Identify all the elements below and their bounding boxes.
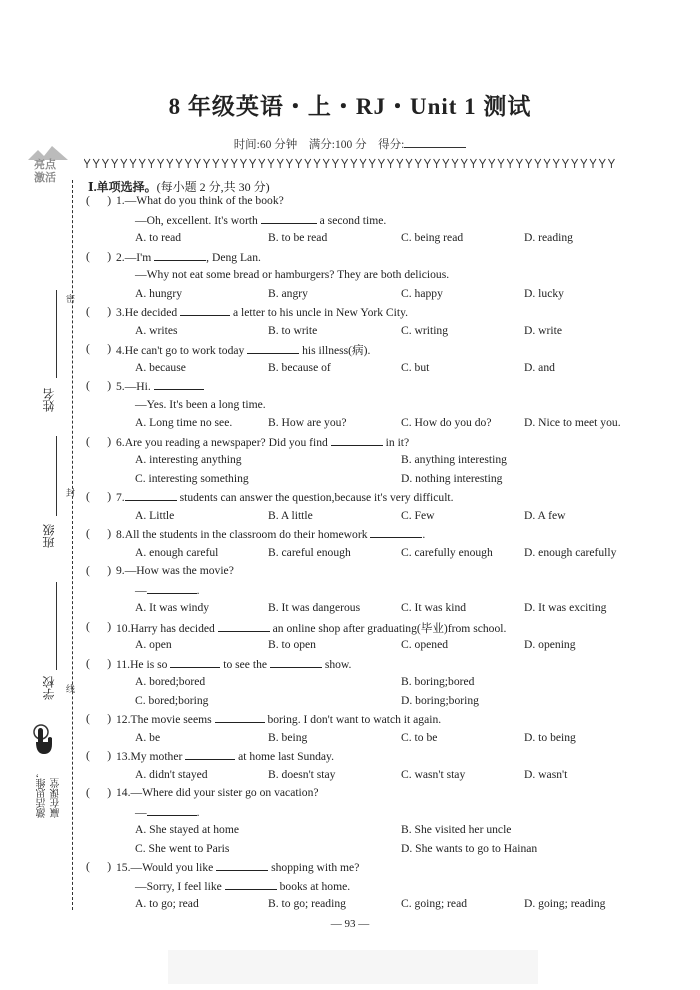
question-number: 8. [116,528,125,541]
border-mark [213,159,219,168]
stem-text: boring. I don't want to watch it again. [264,713,442,726]
side-slogan [36,768,64,818]
answer-bracket[interactable]: ( ) [86,712,112,725]
stem-text: The movie seems [130,713,215,726]
stem-text: — [135,583,147,597]
question-stem [116,342,370,358]
answer-blank[interactable] [185,749,235,760]
border-mark [112,159,118,168]
border-mark [369,159,375,168]
option-d[interactable]: D. A few [524,508,566,522]
option-c[interactable]: C. but [401,360,430,374]
stem-text: —Would you like [130,861,217,874]
option-b[interactable]: B. It was dangerous [268,601,361,614]
option-a[interactable]: A. She stayed at home [135,823,239,836]
question-stem [116,749,334,763]
border-mark [498,159,504,168]
answer-bracket[interactable]: ( ) [86,749,112,762]
border-mark [406,159,412,168]
question-stem [116,194,284,207]
border-mark [397,159,403,168]
option-b[interactable]: B. boring;bored [401,675,475,688]
option-b[interactable]: B. doesn't stay [268,767,336,781]
border-mark [516,159,522,168]
option-a[interactable]: A. be [135,730,161,744]
stem-text: He is so [130,657,171,671]
stem-text: All the students in the classroom do their homework [124,528,371,541]
border-mark [158,159,164,168]
option-d[interactable]: D. wasn't [524,767,568,781]
answer-bracket[interactable]: ( ) [86,619,112,633]
stem-text: a letter to his uncle in New York City. [230,306,409,319]
answer-blank[interactable] [225,879,277,890]
option-c[interactable]: C. carefully enough [401,545,493,559]
stem-text: . [422,528,426,541]
question-stem [116,786,319,799]
border-mark [507,159,513,168]
name-label: 姓名 [42,388,56,412]
border-mark [102,159,108,168]
border-mark [314,159,320,168]
answer-bracket[interactable]: ( ) [86,564,112,577]
option-d[interactable]: D. enough carefully [524,545,617,559]
option-c[interactable]: C. happy [401,286,443,300]
stem-text: , Deng Lan. [206,250,261,264]
option-d[interactable]: D. reading [524,231,573,244]
stem-text: . [196,583,200,597]
option-b[interactable]: B. to write [268,323,318,337]
option-c[interactable]: C. How do you do? [401,416,492,429]
stem-text: —Oh, excellent. It's worth [135,213,261,227]
answer-blank[interactable] [147,583,197,594]
option-d[interactable]: D. opening [524,638,576,651]
stem-text: Are you reading a newspaper? Did you find [124,435,331,449]
border-mark [323,159,329,168]
border-mark [581,159,587,168]
score-label: 满分:100 分 [308,139,367,151]
stem-text: show. [321,657,352,671]
question-stem-cont [135,398,266,411]
option-b[interactable]: B. A little [268,508,313,522]
option-d[interactable]: D. nothing interesting [401,471,503,485]
option-c[interactable]: C. Few [401,508,435,522]
stem-text: —I'm [124,250,155,264]
option-b[interactable]: B. because of [268,360,331,374]
option-a[interactable]: A. to read [135,231,182,244]
stem-text: — [135,805,147,819]
answer-blank[interactable] [218,621,270,632]
answer-blank[interactable] [370,527,422,538]
border-mark [342,159,348,168]
hand-pointer-icon [32,724,56,756]
option-c[interactable]: C. wasn't stay [401,767,466,781]
border-mark [167,159,173,168]
option-c[interactable]: C. going; read [401,897,468,910]
stem-text: an online shop after graduating(毕业)from school. [269,621,507,635]
border-mark [572,159,578,168]
option-b[interactable]: B. to go; reading [268,897,346,910]
answer-bracket[interactable]: ( ) [86,342,112,355]
section-label: Ⅰ.单项选择。 [88,180,157,194]
option-a[interactable]: A. Little [135,508,175,522]
option-b[interactable]: B. How are you? [268,416,347,429]
answer-blank[interactable] [147,805,197,816]
border-mark [296,159,302,168]
seal-mark-feng: 封 [66,488,76,498]
stem-text: —What do you think of the book? [124,194,284,207]
option-d[interactable]: D. going; reading [524,897,606,910]
question-stem-cont [135,879,350,893]
question-number: 3. [116,306,125,319]
option-d[interactable]: D. write [524,323,562,337]
seal-dashed-line [72,180,73,910]
border-mark [93,159,99,168]
slogan-line-2: 赢在课堂 [51,778,62,818]
border-mark [204,159,210,168]
logo-text-2: 激活 [34,171,56,184]
answer-blank[interactable] [261,213,317,224]
answer-bracket[interactable]: ( ) [86,434,112,448]
border-mark [378,159,384,168]
border-mark [489,159,495,168]
border-mark [415,159,421,168]
answer-bracket[interactable]: ( ) [86,786,112,799]
border-mark [250,159,256,168]
border-mark [424,159,430,168]
score-blank[interactable] [404,137,466,148]
option-b[interactable]: B. to be read [268,231,328,244]
name-write-line [56,290,57,378]
page-number: — 93 — [330,918,370,930]
option-b[interactable]: B. being [268,730,308,744]
question-stem [116,250,261,264]
answer-blank[interactable] [270,657,322,668]
answer-blank[interactable] [247,343,299,354]
stem-text: Harry has decided [130,621,218,635]
option-c[interactable]: C. writing [401,323,449,337]
question-stem-cont [135,805,200,819]
answer-blank[interactable] [180,305,230,316]
border-mark [443,159,449,168]
stem-text: a second time. [316,213,387,227]
border-mark [185,159,191,168]
stem-text: . [196,805,200,819]
question-stem-cont [135,268,449,281]
option-c[interactable]: C. opened [401,638,449,651]
question-stem [116,379,204,393]
border-mark [176,159,182,168]
option-d[interactable]: D. to being [524,730,576,744]
question-number: 11. [116,657,131,671]
option-d[interactable]: D. boring;boring [401,693,479,707]
decorative-border [84,156,616,170]
border-mark [286,159,292,168]
option-a[interactable]: A. interesting anything [135,453,242,466]
time-label: 时间:60 分钟 [233,139,298,151]
stem-text: —Why not eat some bread or hamburgers? They are both delicious. [135,268,450,281]
option-a[interactable]: A. hungry [135,286,183,300]
border-mark [480,159,486,168]
option-d[interactable]: D. lucky [524,286,564,300]
border-mark [268,159,274,168]
question-stem [116,620,506,636]
school-label: 学校 [42,676,56,700]
question-number: 15. [116,861,131,874]
stem-text: —Sorry, I feel like [135,879,225,893]
answer-blank[interactable] [170,657,220,668]
border-mark [562,159,568,168]
answer-bracket[interactable]: ( ) [86,305,112,318]
border-mark [277,159,283,168]
stem-text: —Where did your sister go on vacation? [130,786,319,799]
answer-blank[interactable] [331,435,383,446]
option-a[interactable]: A. bored;bored [135,675,206,688]
border-mark [434,159,440,168]
border-mark [544,159,550,168]
question-stem [116,564,234,577]
got-score-label: 得分: [378,139,405,151]
slogan-line-1: 激活思维， [37,768,48,818]
stem-text: —Hi. [124,380,154,393]
answer-bracket[interactable]: ( ) [86,379,112,392]
border-mark [535,159,541,168]
border-mark [452,159,458,168]
question-number: 7. [116,491,125,504]
option-b[interactable]: B. anything interesting [401,453,507,466]
question-stem [116,527,425,541]
school-write-line [56,582,57,670]
answer-blank[interactable] [216,860,268,871]
border-mark [139,159,145,168]
stem-text: shopping with me? [268,861,360,874]
border-mark [553,159,559,168]
answer-bracket[interactable]: ( ) [86,527,112,540]
option-c[interactable]: C. being read [401,231,464,244]
border-mark [388,159,394,168]
stem-text: —How was the movie? [124,564,234,577]
border-mark [590,159,596,168]
option-b[interactable]: B. careful enough [268,545,351,559]
option-d[interactable]: D. Nice to meet you. [524,416,621,429]
border-mark [526,159,532,168]
option-b[interactable]: B. to open [268,638,316,651]
option-a[interactable]: A. writes [135,323,178,337]
answer-bracket[interactable]: ( ) [86,249,112,263]
border-mark [148,159,154,168]
border-mark [240,159,246,168]
question-number: 12. [116,713,131,726]
question-number: 2. [116,250,125,264]
option-a[interactable]: A. It was windy [135,601,210,614]
question-stem [116,305,408,319]
class-write-line [56,436,57,516]
option-c[interactable]: C. bored;boring [135,693,209,707]
section-title [88,178,270,195]
border-mark [259,159,265,168]
border-mark [360,159,366,168]
seal-mark-xian: 线 [66,684,76,694]
answer-blank[interactable] [154,379,204,390]
option-c[interactable]: C. It was kind [401,601,467,614]
stem-text: My mother [130,750,186,763]
question-stem-cont [135,213,386,227]
option-c[interactable]: C. She went to Paris [135,841,230,855]
border-mark [194,159,200,168]
stem-text: at home last Sunday. [235,750,334,763]
option-a[interactable]: A. open [135,638,172,651]
question-stem-cont [135,583,200,597]
option-a[interactable]: A. to go; read [135,897,199,910]
question-number: 14. [116,786,131,799]
answer-blank[interactable] [215,712,265,723]
border-mark [470,159,476,168]
answer-bracket[interactable]: ( ) [86,194,112,207]
question-stem [116,712,441,726]
border-mark [222,159,228,168]
page-title: 8 年级英语・上・RJ・Unit 1 测试 [168,94,532,119]
border-mark [84,159,90,168]
stem-text: in it? [382,435,410,449]
option-a[interactable]: A. didn't stayed [135,767,208,781]
seal-mark-mi: 密 [66,294,76,304]
question-number: 6. [116,435,125,449]
answer-bracket[interactable]: ( ) [86,656,112,670]
question-stem [116,490,454,504]
stem-text: students can answer the question,because it's very difficult. [176,491,454,504]
stem-text: to see the [220,657,270,671]
option-c[interactable]: C. to be [401,730,438,744]
question-stem [116,860,359,874]
option-b[interactable]: B. angry [268,286,308,300]
question-number: 13. [116,750,131,763]
answer-blank[interactable] [125,490,177,501]
question-number: 4. [116,344,125,357]
class-label: 班级 [42,524,56,548]
border-mark [130,159,136,168]
stem-text: —Yes. It's been a long time. [135,397,266,411]
question-number: 10. [116,621,131,635]
border-mark [231,159,237,168]
option-c[interactable]: C. interesting something [135,471,249,485]
border-mark [332,159,338,168]
option-a[interactable]: A. enough careful [135,545,219,559]
question-stem [116,435,409,449]
footer-band [168,950,538,984]
border-mark [599,159,605,168]
stem-text: He decided [124,306,181,319]
border-mark [351,159,357,168]
option-a[interactable]: A. Long time no see. [135,416,233,429]
question-number: 9. [116,564,125,577]
stem-text: books at home. [276,879,351,893]
border-mark [305,159,311,168]
border-mark [608,159,614,168]
stem-text: his illness(病). [299,344,371,357]
answer-bracket[interactable]: ( ) [86,860,112,873]
question-number: 1. [116,194,125,207]
option-d[interactable]: D. and [524,360,555,374]
answer-bracket[interactable]: ( ) [86,490,112,503]
border-mark [461,159,467,168]
logo-text-1: 亮点 [34,158,56,171]
question-stem [116,657,351,671]
option-d[interactable]: D. She wants to go to Hainan [401,841,538,855]
option-b[interactable]: B. She visited her uncle [401,823,512,836]
border-mark [121,159,127,168]
section-note: (每小题 2 分,共 30 分) [156,180,270,194]
option-d[interactable]: D. It was exciting [524,601,607,614]
question-number: 5. [116,380,125,393]
stem-text: He can't go to work today [124,344,248,357]
exam-meta [0,136,700,152]
answer-blank[interactable] [154,250,206,261]
option-a[interactable]: A. because [135,360,186,374]
